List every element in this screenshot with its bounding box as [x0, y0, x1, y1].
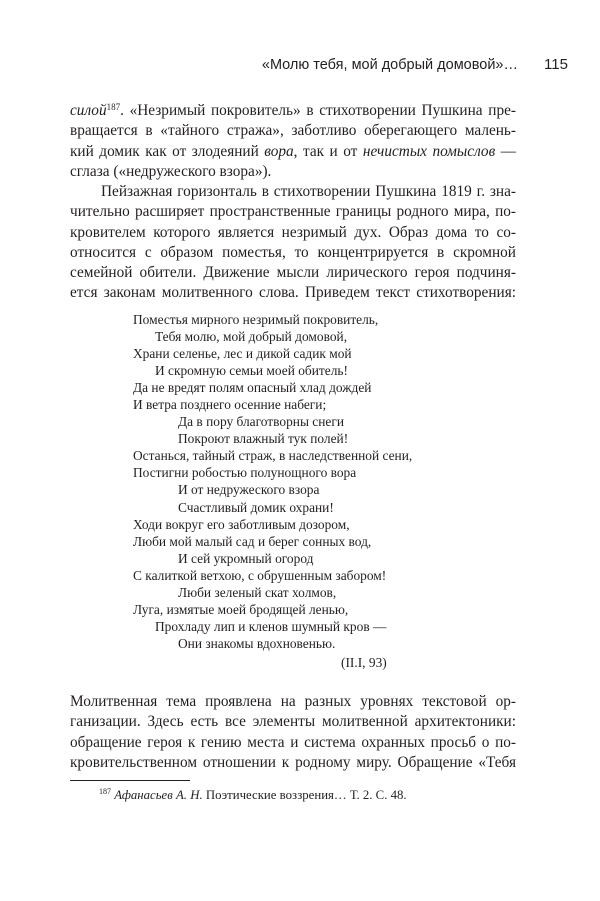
poem-verse: Ходи вокруг его заботливым дозором,: [133, 516, 350, 532]
footnote-text: Поэтические воззрения… Т. 2. С. 48.: [205, 788, 407, 802]
text-line: относится с образом поместья, то концентрируется в скромной: [70, 243, 516, 261]
text-line: обращение героя к гению места и система охранных просьб о по-: [70, 733, 516, 751]
poem-verse: Люби зеленый скат холмов,: [178, 584, 337, 600]
text-span: —: [495, 142, 517, 160]
poem-verse: Счастливый домик охрани!: [178, 499, 334, 515]
text-line: вращается в «тайного стража», заботливо оберегающего малень-: [70, 122, 516, 140]
text-line: Молитвенная тема проявлена на разных уровнях текстовой ор-: [70, 693, 516, 710]
poem-verse: Храни селенье, лес и дикой садик мой: [133, 346, 352, 362]
poem-verse: Поместья мирного незримый покровитель,: [133, 312, 379, 327]
text-span: . «Незримый покровитель» в стихотворении Пушкина пре-: [120, 102, 516, 119]
poem-verse: Постигни робостью полунощного вора: [133, 465, 357, 481]
text-line: кровителем которого является незримый дух. Образ дома то со-: [70, 223, 516, 241]
text-line: ганизации. Здесь есть все элементы молитвенной архитектоники:: [70, 713, 516, 731]
poem-verse: Прохладу лип и кленов шумный кров —: [155, 618, 387, 634]
poem-verse: С калиткой ветхою, с обрушенным забором!: [133, 567, 387, 583]
paragraph-1: [70, 101, 516, 182]
poem-verse: И сей укромный огород: [178, 550, 314, 566]
poem-verse: И ветра позднего осенние набеги;: [133, 397, 327, 413]
footnote-number: 187: [99, 787, 111, 796]
footnote-ref: 187: [106, 102, 121, 112]
italic-phrase: нечистых помыслов: [362, 142, 496, 160]
text-span: кий домик как от злодеяний: [70, 142, 265, 160]
poem-verse: Люби мой малый сад и берег сонных вод,: [133, 533, 372, 549]
text-span: , так и от: [293, 142, 363, 160]
page-header: [0, 57, 600, 79]
text-line: семейной обители. Движение мысли лирического героя подчиня-: [70, 264, 516, 282]
poem-source: (II.I, 93): [341, 655, 387, 670]
paragraph-3: [70, 692, 516, 773]
text-line: [70, 142, 516, 162]
running-title: «Молю тебя, мой добрый домовой»…: [261, 57, 518, 73]
text-line: Пейзажная горизонталь в стихотворении Пушкина 1819 г. зна-: [101, 183, 516, 200]
poem-verse: Останься, тайный страж, в наследственной сени,: [133, 448, 413, 464]
paragraph-2: [70, 182, 516, 304]
poem-verse: Да в пору благотворны снеги: [178, 414, 344, 430]
footnote-divider: [70, 780, 190, 781]
poem-verse: Луга, измятые моей бродящей ленью,: [133, 601, 349, 617]
poem-verse: Покроют влажный тук полей!: [178, 431, 349, 447]
poem-verse: Тебя молю, мой добрый домовой,: [155, 329, 348, 345]
italic-word: вора: [264, 142, 294, 160]
text-line: кровительственном отношении к родному миру. Обращение «Тебя: [70, 753, 516, 771]
text-line: [70, 101, 516, 121]
poem: [133, 311, 412, 652]
footnote: [99, 788, 407, 803]
page-number: 115: [544, 56, 568, 73]
text-line: сглаза («недружеского взора»).: [70, 162, 272, 180]
footnote-author: Афанасьев А. Н.: [114, 788, 203, 802]
poem-verse: Они знакомы вдохновенью.: [178, 635, 336, 651]
poem-verse: И от недружеского взора: [178, 482, 320, 498]
poem-verse: И скромную семьи моей обитель!: [155, 363, 348, 379]
italic-word: силой: [70, 102, 107, 119]
text-line: ется законам молитвенного слова. Приведем текст стихотворения:: [70, 284, 516, 302]
text-line: чительно расширяет пространственные границы родного мира, по-: [70, 203, 516, 221]
poem-verse: Да не вредят полям опасный хлад дождей: [133, 380, 372, 396]
